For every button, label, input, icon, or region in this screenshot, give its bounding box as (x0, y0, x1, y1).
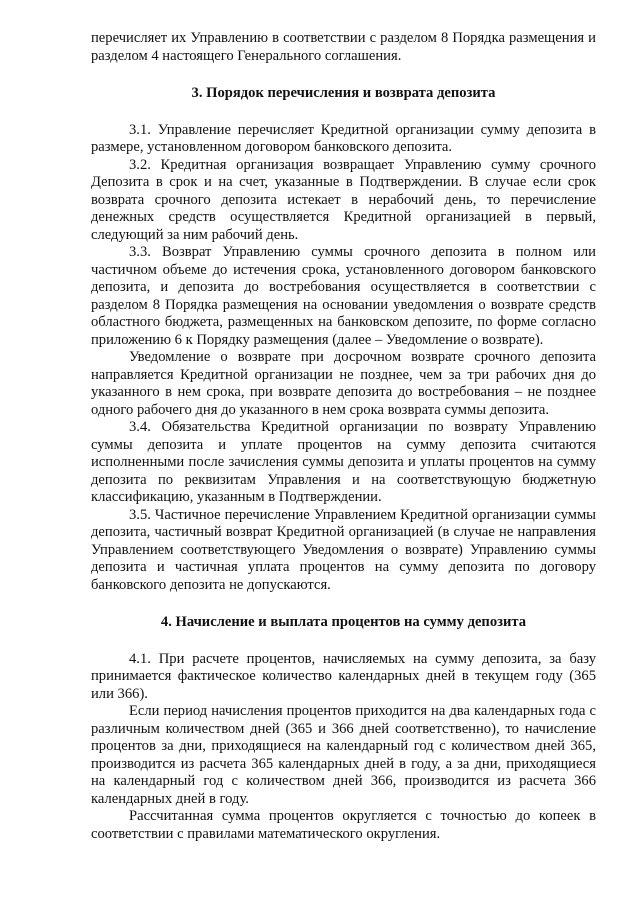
paragraph-3-2: 3.2. Кредитная организация возвращает Управлению сумму срочного Депозита в срок и на счет, указанные в Подтверждении. В случае если срок возврата срочного депозита истекает в нерабочий день, то перечисление денежных средств осуществляется Кредитной организацией в первый, следующий за ним рабочий день. (91, 156, 596, 243)
paragraph-3-5: 3.5. Частичное перечисление Управлением Кредитной организации суммы депозита, частичный возврат Кредитной организацией (в случае не направления Управлением соответствующего Уведомления о возврате) Управлению суммы депозита и частичная уплата процентов на сумму депозита по договору банковского депозита не допускаются. (91, 506, 596, 593)
paragraph-4-1: 4.1. При расчете процентов, начисляемых на сумму депозита, за базу принимается фактическое количество календарных дней в текущем году (365 или 366). (91, 650, 596, 702)
paragraph-3-3: 3.3. Возврат Управлению суммы срочного депозита в полном или частичном объеме до истечения срока, установленного договором банковского депозита, и депозита до востребования осуществляется в соответствии с разделом 8 Порядка размещения на основании уведомления о возврате средств областного бюджета, размещенных на банковском депозите, по форме согласно приложению 6 к Порядку размещения (далее – Уведомление о возврате). (91, 244, 596, 348)
document-body (91, 30, 596, 843)
section-3-title: 3. Порядок перечисления и возврата депозита (191, 85, 496, 101)
paragraph-3-4: 3.4. Обязательства Кредитной организации по возврату Управлению суммы депозита и уплате процентов на сумму депозита считаются исполненными после зачисления суммы депозита и уплаты процентов на сумму депозита по реквизитам Управления и на соответствующую бюджетную классификацию, указанным в Подтверждении. (91, 419, 596, 505)
paragraph-3-3-notice: Уведомление о возврате при досрочном возврате срочного депозита направляется Кредитной организации не позднее, чем за три рабочих дня до указанного в нем срока, при возврате депозита до востребования – не позднее одного рабочего дня до указанного в нем срока возврата суммы депозита. (91, 349, 596, 418)
paragraph-4-1-period: Если период начисления процентов приходится на два календарных года с различным количеством дней (365 и 366 дней соответственно), то начисление процентов за дни, приходящиеся на календарный год с количеством дней 365, производится из расчета 365 календарных дней в году, а за дни, приходящиеся на календарный год с количеством дней 366, производится из расчета 366 календарных дней в году. (91, 703, 596, 807)
section-4-title: 4. Начисление и выплата процентов на сумму депозита (160, 614, 527, 630)
intro-paragraph: перечисляет их Управлению в соответствии с разделом 8 Порядка размещения и разделом 4 настоящего Генерального соглашения. (91, 30, 596, 64)
paragraph-3-1: 3.1. Управление перечисляет Кредитной организации сумму депозита в размере, установленном договором банковского депозита. (91, 121, 596, 155)
paragraph-4-1-rounding: Рассчитанная сумма процентов округляется с точностью до копеек в соответствии с правилами математического округления. (91, 808, 596, 842)
